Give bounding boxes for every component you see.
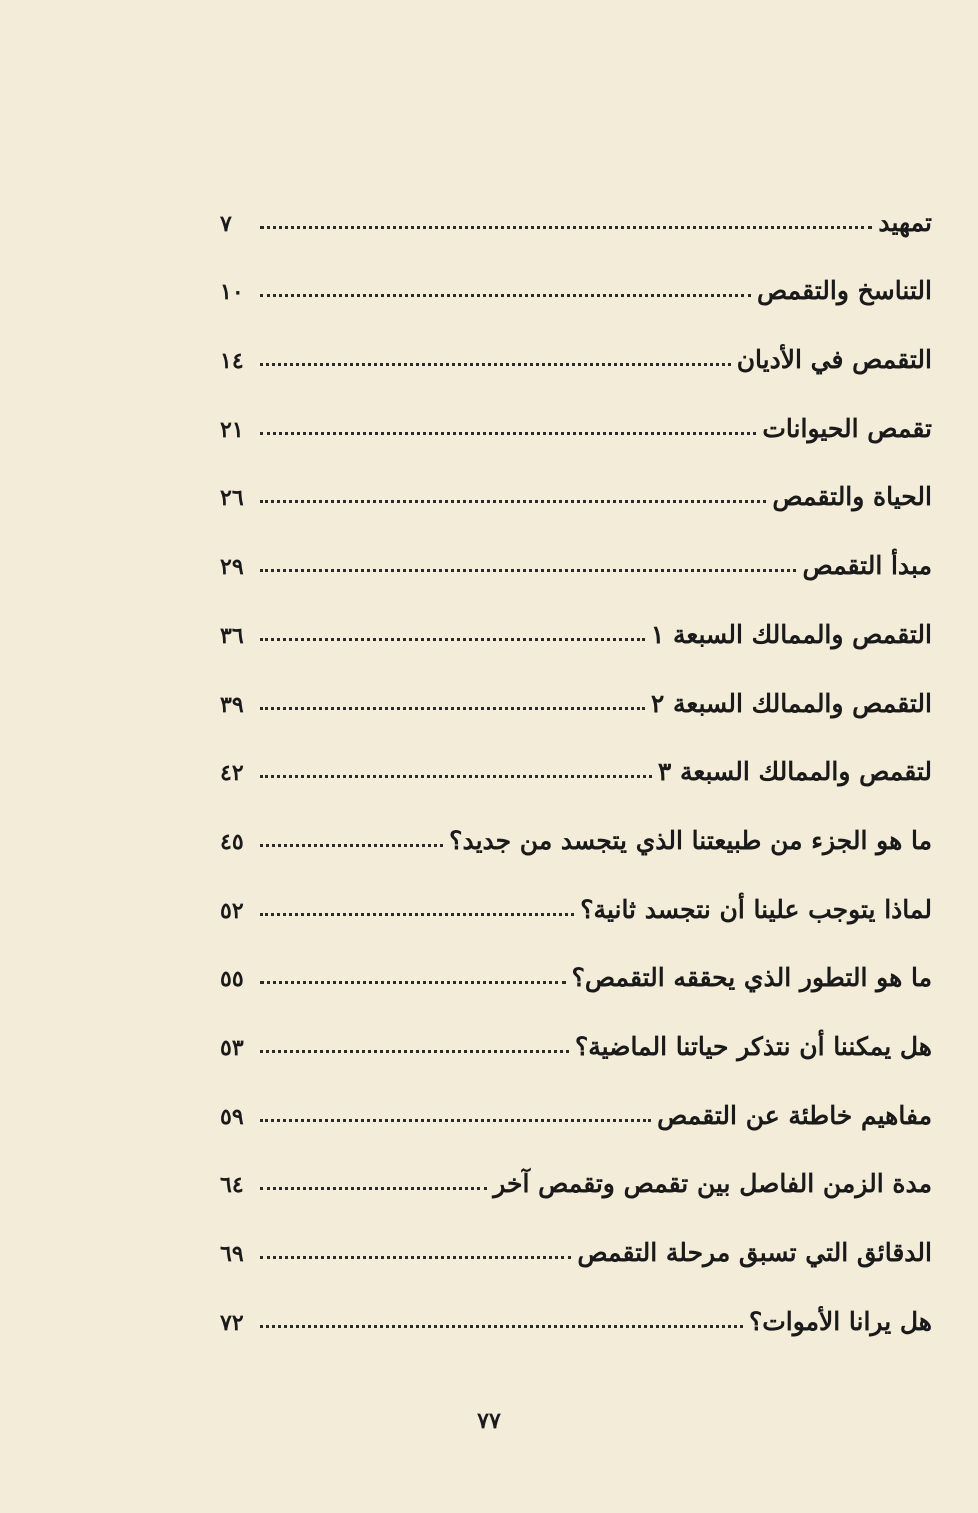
toc-entry-page: ٣٦: [220, 622, 244, 649]
dot-leader: [260, 844, 443, 847]
toc-entry-page: ٤٥: [220, 828, 244, 855]
dot-leader: [260, 913, 574, 916]
toc-entry[interactable]: [220, 1202, 932, 1271]
dot-leader: [260, 707, 645, 710]
toc-entry-page: ٦٤: [220, 1172, 244, 1199]
toc-entry-page: ٣٩: [220, 691, 244, 718]
toc-entry-page: ٤٢: [220, 760, 244, 787]
toc-entry-title: مبدأ التقمص: [802, 551, 932, 581]
toc-entry-title: ما هو الجزء من طبيعتنا الذي يتجسد من جديد؟: [449, 825, 932, 855]
toc-entry[interactable]: [220, 996, 932, 1065]
toc-entry-page: ٢١: [220, 416, 244, 443]
toc-entry-title: لماذا يتوجب علينا أن نتجسد ثانية؟: [580, 894, 932, 924]
dot-leader: [260, 226, 872, 229]
toc-entry-title: تقمص الحيوانات: [762, 413, 932, 443]
toc-entry-title: الدقائق التي تسبق مرحلة التقمص: [577, 1238, 932, 1267]
dot-leader: [260, 981, 566, 984]
toc-entry-page: ٥٣: [220, 1034, 244, 1061]
toc-entry-title: مفاهيم خاطئة عن التقمص: [657, 1100, 932, 1130]
toc-entry[interactable]: [220, 790, 932, 859]
toc-entry[interactable]: [220, 447, 932, 516]
toc-entry[interactable]: [220, 309, 932, 378]
toc-entry-page: ٢٦: [220, 485, 244, 512]
toc-entry-page: ١٤: [220, 348, 244, 375]
table-of-contents: [220, 172, 932, 1340]
dot-leader: [260, 1187, 487, 1190]
dot-leader: [260, 1050, 569, 1053]
toc-entry-page: ٧٢: [220, 1309, 244, 1336]
toc-entry-page: ٧: [220, 210, 232, 237]
toc-entry[interactable]: [220, 241, 932, 310]
toc-entry-title: هل يرانا الأموات؟: [748, 1306, 932, 1336]
dot-leader: [260, 500, 766, 503]
toc-entry-title: التقمص والممالك السبعة ٢: [650, 688, 932, 718]
toc-entry[interactable]: [220, 515, 932, 584]
toc-entry-page: ٢٩: [220, 554, 244, 581]
dot-leader: [260, 363, 731, 366]
toc-entry-title: التقمص في الأديان: [736, 345, 932, 375]
toc-entry[interactable]: [220, 859, 932, 928]
toc-entry-title: التناسخ والتقمص: [757, 276, 932, 306]
page-number: ٧٧: [477, 1408, 501, 1434]
toc-entry-title: مدة الزمن الفاصل بين تقمص وتقمص آخر: [493, 1169, 932, 1199]
toc-entry-title: التقمص والممالك السبعة ١: [650, 619, 932, 649]
dot-leader: [260, 294, 751, 297]
toc-entry-title: لتقمص والممالك السبعة ٣: [657, 757, 932, 787]
toc-entry[interactable]: [220, 1134, 932, 1203]
toc-entry[interactable]: [220, 1271, 932, 1340]
dot-leader: [260, 1325, 743, 1328]
dot-leader: [260, 1119, 651, 1122]
dot-leader: [260, 775, 652, 778]
toc-entry-title: ما هو التطور الذي يحققه التقمص؟: [571, 963, 932, 993]
toc-entry[interactable]: [220, 653, 932, 722]
dot-leader: [260, 638, 645, 641]
toc-entry[interactable]: [220, 1065, 932, 1134]
toc-entry[interactable]: [220, 928, 932, 997]
toc-entry[interactable]: [220, 172, 932, 241]
toc-entry-title: هل يمكننا أن نتذكر حياتنا الماضية؟: [575, 1031, 932, 1061]
dot-leader: [260, 1256, 571, 1259]
toc-entry-page: ٦٩: [220, 1241, 244, 1267]
toc-entry-page: ١٠: [220, 279, 244, 306]
toc-entry-title: الحياة والتقمص: [772, 482, 932, 512]
toc-entry[interactable]: [220, 722, 932, 791]
dot-leader: [260, 569, 796, 572]
toc-entry[interactable]: [220, 378, 932, 447]
toc-entry[interactable]: [220, 584, 932, 653]
toc-entry-page: ٥٥: [220, 966, 244, 993]
toc-entry-page: ٥٩: [220, 1103, 244, 1130]
toc-entry-page: ٥٢: [220, 897, 244, 924]
dot-leader: [260, 432, 756, 435]
toc-entry-title: تمهيد: [878, 207, 932, 237]
